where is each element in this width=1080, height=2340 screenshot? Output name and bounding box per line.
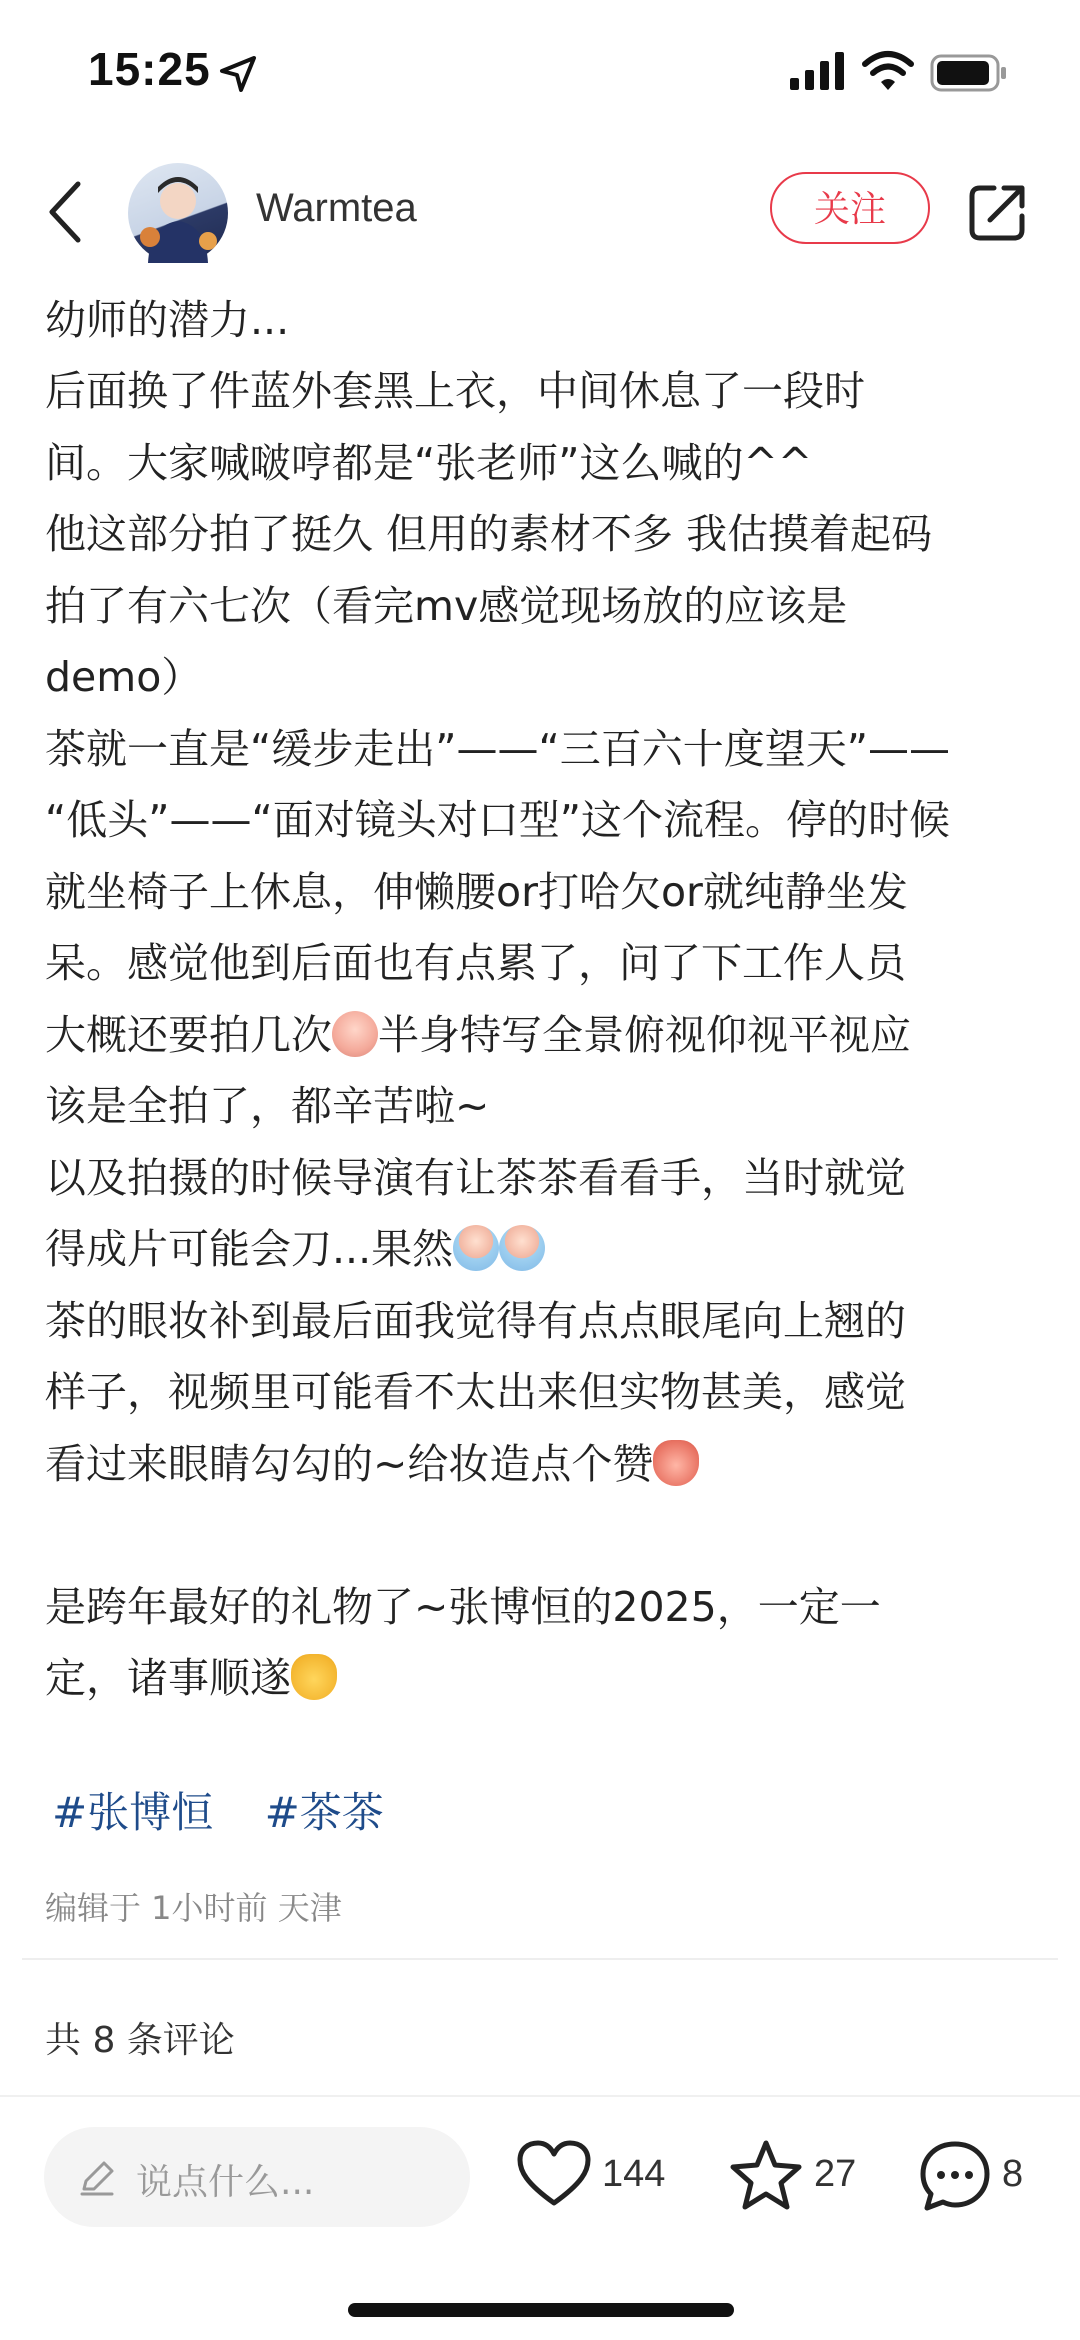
avatar[interactable] [128, 163, 228, 263]
post-line [45, 1429, 1055, 1501]
comment-icon [918, 2139, 992, 2213]
author-name[interactable]: Warmtea [256, 186, 417, 230]
comment-button[interactable] [918, 2139, 1038, 2215]
post-line [45, 1000, 1055, 1072]
post-line-part: 定，诸事顺遂 [45, 1654, 291, 1702]
avatar-image [128, 163, 228, 263]
post-line [45, 1643, 1055, 1715]
home-indicator[interactable] [348, 2303, 734, 2317]
post-line: 是跨年最好的礼物了~张博恒的2025，一定一 [45, 1582, 881, 1631]
post-line: 茶就一直是“缓步走出”——“三百六十度望天”—— [45, 724, 950, 773]
hashtag-list [52, 1780, 422, 1840]
post-line [45, 1500, 1055, 1572]
post-line: 幼师的潜力... [45, 295, 290, 344]
hashtag-link[interactable]: #张博恒 [52, 1788, 214, 1837]
like-button[interactable] [516, 2139, 676, 2215]
sobbing-emoji-icon [499, 1225, 545, 1271]
post-line: 样子，视频里可能看不太出来但实物甚美，感觉 [45, 1368, 906, 1416]
comment-count-badge: 8 [1002, 2153, 1024, 2195]
post-line: 以及拍摄的时候导演有让茶茶看看手，当时就觉 [45, 1153, 906, 1202]
post-line-part: 看过来眼睛勾勾的~给妆造点个赞 [45, 1439, 654, 1488]
status-time: 15:25 [88, 43, 211, 95]
pencil-icon [78, 2159, 116, 2197]
post-line: 就坐椅子上休息，伸懒腰or打哈欠or就纯静坐发 [45, 867, 908, 916]
post-header [0, 150, 1080, 275]
input-placeholder: 说点什么... [136, 2162, 315, 2203]
status-bar [0, 0, 1080, 150]
follow-button[interactable]: 关注 [770, 172, 930, 244]
post-content [0, 275, 1080, 1875]
post-meta: 编辑于 1小时前 天津 [45, 1889, 342, 1927]
raised-hands-emoji-icon [291, 1654, 337, 1700]
favorite-button[interactable] [728, 2139, 868, 2215]
comment-count: 共 8 条评论 [45, 2020, 235, 2061]
battery-icon [930, 54, 1008, 92]
divider [22, 1958, 1058, 1960]
post-line-part: 半身特写全景俯视仰视平视应 [378, 1010, 911, 1059]
post-line: 该是全拍了，都辛苦啦~ [45, 1082, 490, 1130]
post-line: 茶的眼妆补到最后面我觉得有点点眼尾向上翘的 [45, 1296, 906, 1345]
signal-icon [790, 52, 846, 92]
sobbing-emoji-icon [453, 1225, 499, 1271]
location-arrow-icon [218, 54, 258, 94]
post-line: 间。大家喊啵哼都是“张老师”这么喊的^^ [45, 438, 813, 487]
post-line-part: 大概还要拍几次 [45, 1010, 332, 1059]
post-line [45, 1214, 1055, 1286]
star-icon [728, 2139, 804, 2211]
favorite-count: 27 [814, 2153, 857, 2195]
post-line: demo） [45, 653, 203, 701]
post-line-part: 得成片可能会刀...果然 [45, 1225, 454, 1273]
share-icon[interactable] [966, 180, 1030, 244]
post-line: 后面换了件蓝外套黑上衣，中间休息了一段时 [45, 367, 865, 415]
post-line: 他这部分拍了挺久 但用的素材不多 我估摸着起码 [45, 510, 933, 558]
wifi-icon [862, 50, 914, 92]
like-count: 144 [602, 2153, 666, 2195]
crying-emoji-icon [332, 1011, 378, 1057]
comment-input[interactable] [44, 2127, 470, 2227]
praying-hands-emoji-icon [653, 1440, 699, 1486]
heart-icon [516, 2139, 592, 2209]
post-line: 呆。感觉他到后面也有点累了，问了下工作人员 [45, 939, 906, 987]
post-line: “低头”——“面对镜头对口型”这个流程。停的时候 [45, 796, 950, 844]
hashtag-link[interactable]: #茶茶 [264, 1788, 384, 1837]
back-icon[interactable] [44, 180, 84, 244]
post-line: 拍了有六七次（看完mv感觉现场放的应该是 [45, 581, 848, 630]
